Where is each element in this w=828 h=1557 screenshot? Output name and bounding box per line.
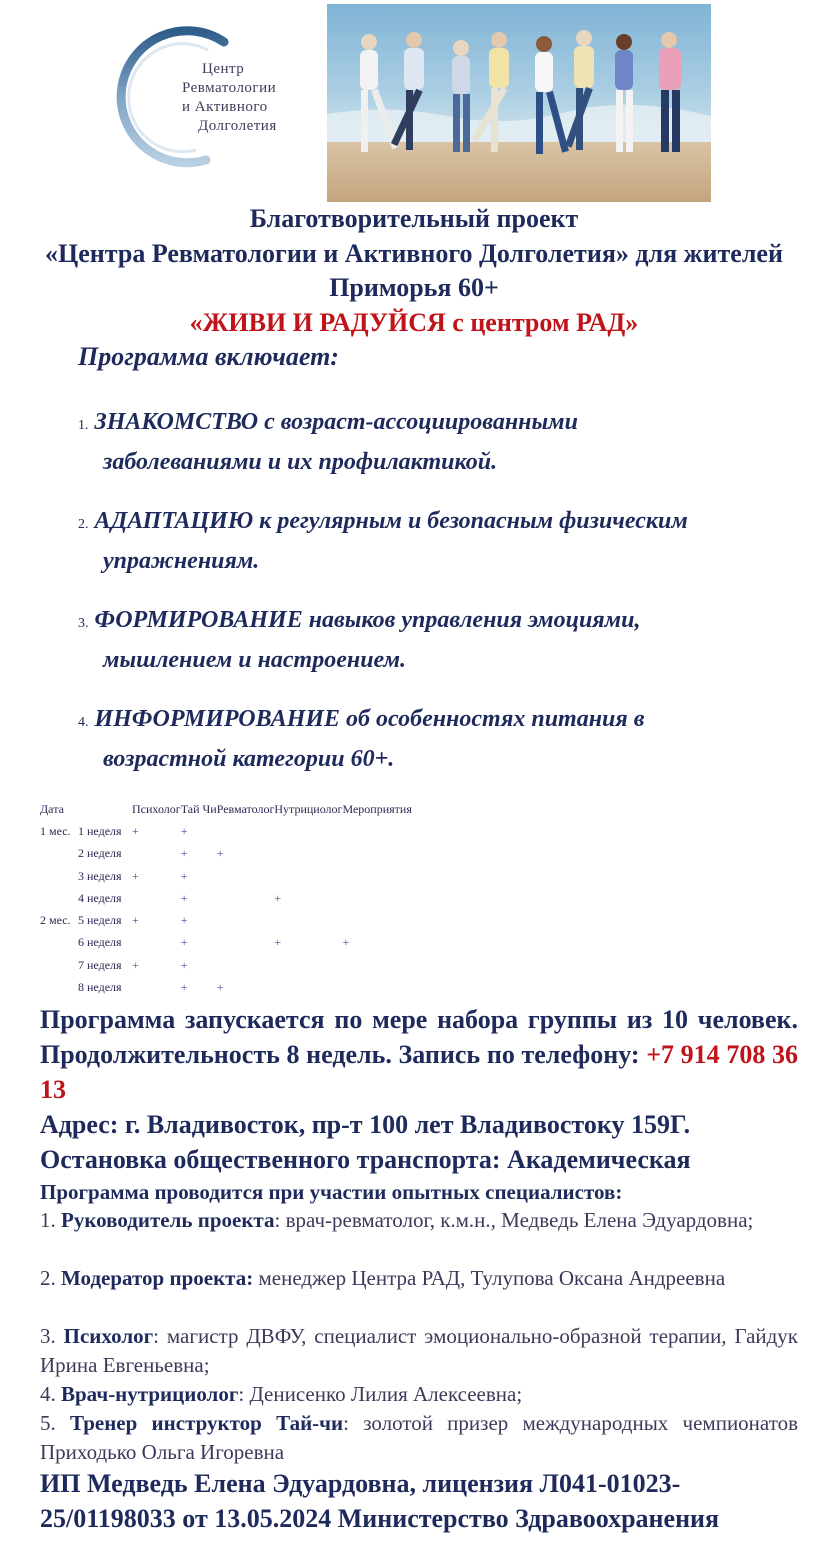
header-taichi: Тай Чи bbox=[180, 801, 217, 816]
schedule-mark bbox=[217, 932, 275, 954]
schedule-mark bbox=[342, 887, 411, 909]
schedule-header-row bbox=[40, 798, 412, 820]
project-audience: Приморья 60+ bbox=[329, 273, 499, 302]
schedule-mark: + bbox=[132, 913, 139, 928]
schedule-mark bbox=[274, 820, 342, 842]
schedule-mark: + bbox=[180, 868, 188, 883]
specialist-item bbox=[40, 1322, 798, 1380]
schedule-mark: + bbox=[180, 913, 188, 928]
schedule-mark: + bbox=[180, 890, 188, 905]
schedule-row bbox=[40, 887, 412, 909]
footer-line1: ИП Медведь Елена Эдуардовна, лицензия Л041-01023- bbox=[40, 1469, 681, 1498]
logo-line: Центр bbox=[202, 61, 245, 77]
schedule-mark: + bbox=[180, 957, 188, 972]
logo-line: Долголетия bbox=[198, 118, 277, 134]
address: Адрес: г. Владивосток, пр-т 100 лет Владивостоку 159Г. bbox=[40, 1110, 691, 1139]
license-footer bbox=[40, 1466, 798, 1536]
schedule-mark: + bbox=[180, 846, 188, 861]
project-slogan: «ЖИВИ И РАДУЙСЯ с центром РАД» bbox=[189, 308, 639, 337]
schedule-month: 2 мес. bbox=[40, 913, 71, 928]
schedule-date bbox=[40, 887, 132, 909]
transport-stop: Остановка общественного транспорта: Академическая bbox=[40, 1145, 691, 1174]
logo-line: Ревматологии bbox=[182, 80, 277, 96]
project-subtitle: «Центра Ревматологии и Активного Долголетия» для жителей bbox=[45, 239, 783, 268]
header-nutritionist: Нутрициолог bbox=[274, 801, 343, 816]
item-text-line1: ФОРМИРОВАНИЕ навыков управления эмоциями, bbox=[94, 607, 641, 633]
schedule-week: 6 неделя bbox=[78, 935, 122, 950]
specialist-desc: менеджер Центра РАД, Тулупова Оксана Андреевна bbox=[253, 1266, 726, 1290]
schedule-mark: + bbox=[342, 935, 350, 950]
specialist-number: 4. bbox=[40, 1382, 56, 1406]
schedule-row bbox=[40, 909, 412, 931]
footer-line2: 25/01198033 от 13.05.2024 Министерство Здравоохранения bbox=[40, 1504, 720, 1533]
program-item bbox=[78, 701, 808, 777]
specialist-desc: Денисенко Лилия Алексеевна; bbox=[244, 1382, 523, 1406]
item-text-line2: упражнениям. bbox=[103, 548, 260, 574]
specialist-number: 2. bbox=[40, 1266, 56, 1290]
schedule-row bbox=[40, 954, 412, 976]
schedule-month: 1 мес. bbox=[40, 823, 71, 838]
schedule-mark bbox=[132, 932, 181, 954]
specialist-sep: : bbox=[343, 1411, 349, 1435]
item-text-line2: мышлением и настроением. bbox=[103, 647, 407, 673]
program-item bbox=[78, 404, 808, 480]
schedule-mark bbox=[217, 887, 275, 909]
specialist-number: 3. bbox=[40, 1324, 56, 1348]
schedule-mark bbox=[342, 865, 411, 887]
header-date: Дата bbox=[40, 801, 64, 816]
item-text-line1: АДАПТАЦИЮ к регулярным и безопасным физическим bbox=[94, 508, 688, 534]
item-text-line1: ИНФОРМИРОВАНИЕ об особенностях питания в bbox=[94, 706, 645, 732]
item-text-line2: заболеваниями и их профилактикой. bbox=[103, 449, 498, 475]
schedule-mark bbox=[217, 909, 275, 931]
specialist-sep: : bbox=[274, 1208, 281, 1232]
specialist-role: Модератор проекта: bbox=[61, 1266, 254, 1290]
schedule-mark: + bbox=[180, 980, 188, 995]
schedule-mark bbox=[217, 954, 275, 976]
specialists-title: Программа проводится при участии опытных специалистов: bbox=[40, 1180, 623, 1204]
program-title: Программа включает: bbox=[78, 342, 339, 371]
schedule-table bbox=[40, 798, 412, 999]
header-events: Мероприятия bbox=[342, 801, 412, 816]
schedule-row bbox=[40, 976, 412, 998]
specialist-item bbox=[40, 1380, 798, 1409]
schedule-week: 4 неделя bbox=[78, 890, 122, 905]
schedule-mark: + bbox=[132, 823, 139, 838]
specialist-item bbox=[40, 1264, 798, 1293]
specialist-sep: : bbox=[238, 1382, 245, 1406]
schedule-mark bbox=[274, 976, 342, 998]
item-text-line1: ЗНАКОМСТВО с возраст-ассоциированными bbox=[94, 409, 578, 435]
specialist-sep: : bbox=[153, 1324, 159, 1348]
schedule-mark bbox=[274, 954, 342, 976]
specialist-desc: золотой призер международных чемпионатов Приходько Ольга Игоревна bbox=[40, 1411, 799, 1464]
schedule-mark bbox=[217, 865, 275, 887]
schedule-mark bbox=[217, 820, 275, 842]
program-item bbox=[78, 602, 808, 678]
schedule-week: 1 неделя bbox=[78, 823, 122, 838]
schedule-date bbox=[40, 976, 132, 998]
schedule-date bbox=[40, 820, 132, 842]
seniors-dancing-image bbox=[327, 4, 711, 202]
schedule-week: 2 неделя bbox=[78, 846, 122, 861]
header-psychologist: Психолог bbox=[132, 801, 181, 816]
item-number: 3. bbox=[78, 616, 89, 631]
schedule-date bbox=[40, 865, 132, 887]
schedule-row bbox=[40, 820, 412, 842]
specialist-role: Руководитель проекта bbox=[61, 1208, 275, 1232]
schedule-mark: + bbox=[132, 957, 139, 972]
specialist-number: 5. bbox=[40, 1411, 56, 1435]
schedule-date bbox=[40, 909, 132, 931]
item-number: 1. bbox=[78, 418, 89, 433]
schedule-row bbox=[40, 843, 412, 865]
center-logo bbox=[96, 20, 326, 170]
schedule-date bbox=[40, 843, 132, 865]
phone-number[interactable]: +7 914 708 36 13 bbox=[40, 1040, 799, 1104]
specialist-desc: магистр ДВФУ, специалист эмоционально-образной терапии, Гайдук Ирина Евгеньевна; bbox=[40, 1324, 799, 1377]
schedule-week: 3 неделя bbox=[78, 868, 122, 883]
specialist-number: 1. bbox=[40, 1208, 56, 1232]
schedule-mark: + bbox=[216, 980, 224, 995]
info-text: Программа запускается по мере набора группы из 10 человек. Продолжительность 8 недель. Запись по телефону: bbox=[40, 1005, 798, 1069]
schedule-week: 5 неделя bbox=[78, 913, 122, 928]
schedule-week: 8 неделя bbox=[78, 980, 122, 995]
specialist-desc: врач-ревматолог, к.м.н., Медведь Елена Эдуардовна; bbox=[280, 1208, 754, 1232]
specialist-role: Врач-нутрициолог bbox=[61, 1382, 239, 1406]
logo-text bbox=[182, 60, 277, 136]
schedule-week: 7 неделя bbox=[78, 957, 122, 972]
schedule-mark: + bbox=[180, 823, 188, 838]
schedule-mark bbox=[342, 976, 411, 998]
schedule-mark: + bbox=[274, 890, 282, 905]
project-title: Благотворительный проект bbox=[249, 204, 579, 233]
header-rheumatologist: Ревматолог bbox=[216, 801, 275, 816]
schedule-mark bbox=[342, 820, 411, 842]
program-item bbox=[78, 503, 808, 579]
specialist-item bbox=[40, 1409, 798, 1467]
schedule-mark bbox=[342, 909, 411, 931]
schedule-mark bbox=[342, 954, 411, 976]
schedule-mark bbox=[274, 865, 342, 887]
schedule-mark bbox=[132, 887, 181, 909]
specialist-role: Психолог bbox=[63, 1324, 154, 1348]
schedule-date bbox=[40, 954, 132, 976]
specialist-role: Тренер инструктор Тай-чи bbox=[70, 1411, 344, 1435]
schedule-mark bbox=[274, 843, 342, 865]
beach-photo bbox=[327, 4, 711, 202]
program-info bbox=[40, 1002, 798, 1107]
schedule-mark: + bbox=[274, 935, 282, 950]
schedule-row bbox=[40, 932, 412, 954]
schedule-date bbox=[40, 932, 132, 954]
schedule-mark bbox=[132, 976, 181, 998]
item-number: 4. bbox=[78, 715, 89, 730]
schedule-mark: + bbox=[132, 868, 139, 883]
logo-line: и Активного bbox=[182, 99, 268, 115]
schedule-mark bbox=[132, 843, 181, 865]
item-number: 2. bbox=[78, 517, 89, 532]
specialist-item bbox=[40, 1206, 798, 1235]
schedule-mark bbox=[274, 909, 342, 931]
schedule-mark: + bbox=[216, 846, 224, 861]
item-text-line2: возрастной категории 60+. bbox=[103, 746, 395, 772]
schedule-row bbox=[40, 865, 412, 887]
schedule-mark: + bbox=[180, 935, 188, 950]
schedule-mark bbox=[342, 843, 411, 865]
